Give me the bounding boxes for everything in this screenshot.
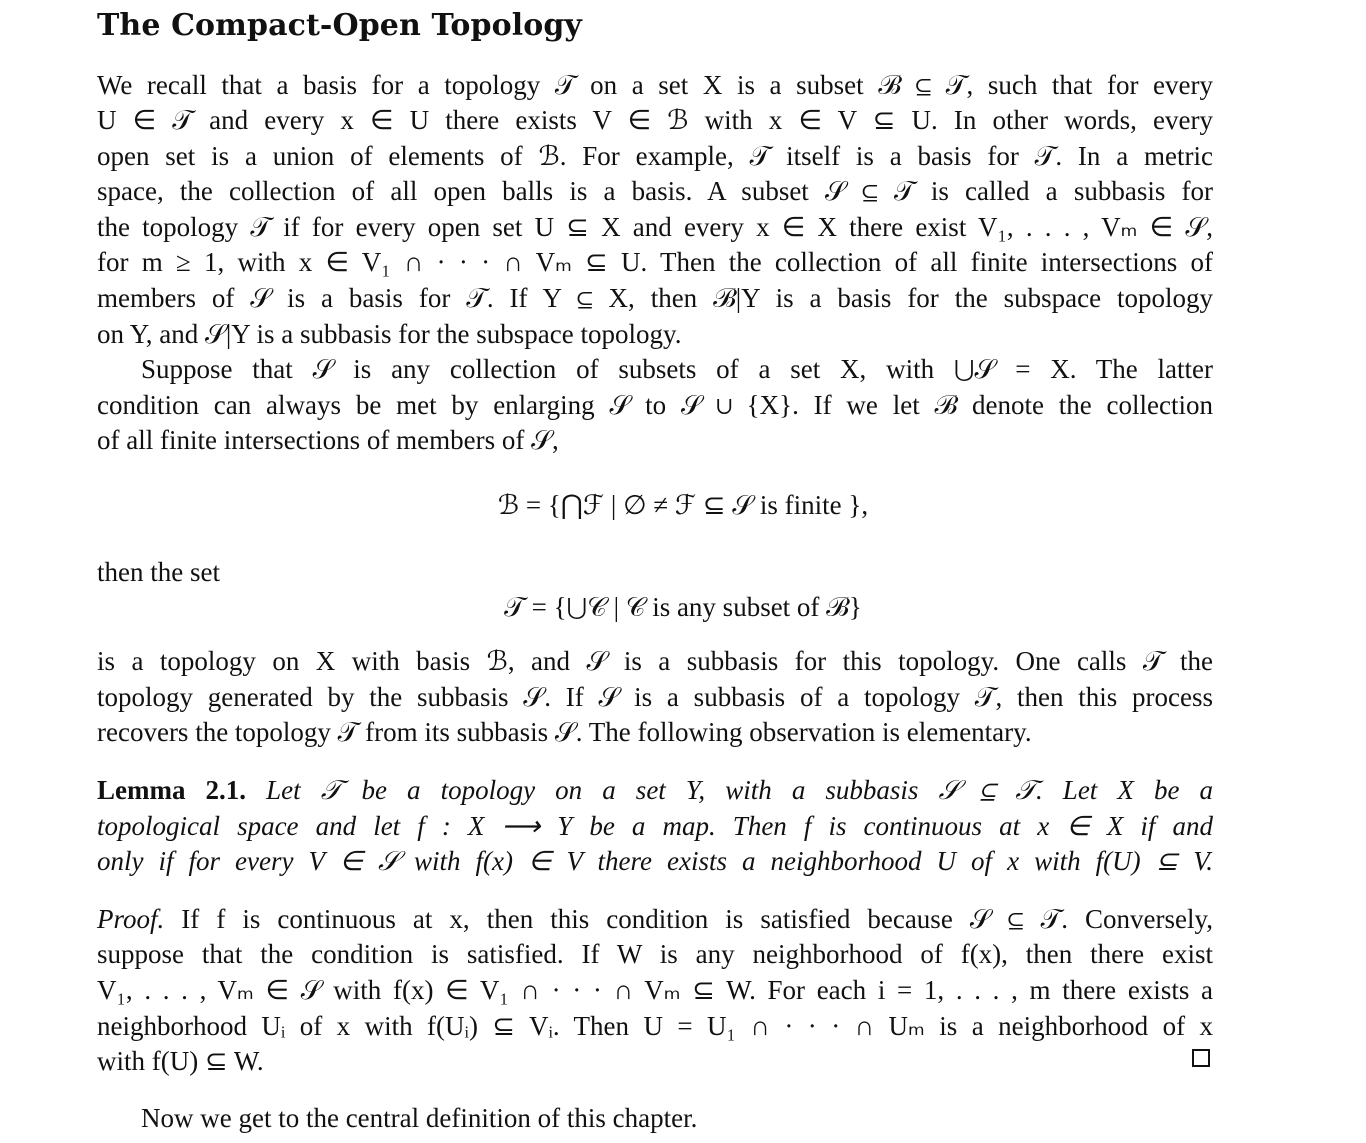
proof-label: Proof. (97, 904, 165, 934)
qed-box-icon (1192, 1049, 1210, 1067)
paragraph-line: of all finite intersections of members of 𝒮, (97, 425, 559, 455)
display-equation: 𝒯 = {⋃𝒞 | 𝒞 is any subset of ℬ} (504, 592, 862, 622)
paragraph-line: condition can always be met by enlarging 𝒮 to 𝒮 ∪ {X}. If we let ℬ denote the collection (97, 390, 1213, 420)
proof-line: with f(U) ⊆ W. (97, 1046, 264, 1076)
lemma-text: Let 𝒯 be a topology on a set Y, with a subbasis 𝒮 ⊆ 𝒯. Let X be a (266, 775, 1214, 805)
paragraph-line: is a topology on X with basis ℬ, and 𝒮 is a subbasis for this topology. One calls 𝒯 the (97, 646, 1213, 676)
paragraph-line: then the set (97, 557, 220, 587)
paragraph-line: recovers the topology 𝒯 from its subbasis 𝒮. The following observation is elementary. (97, 717, 1032, 747)
lemma-line: topological space and let f : X ⟶ Y be a map. Then f is continuous at x ∈ X if and (97, 811, 1213, 841)
lemma-label: Lemma 2.1. (97, 775, 247, 805)
proof-line: V₁, . . . , Vₘ ∈ 𝒮 with f(x) ∈ V₁ ∩ · · · ∩ Vₘ ⊆ W. For each i = 1, . . . , m there exists a (97, 975, 1213, 1005)
lemma-line (97, 772, 1213, 808)
proof-line: suppose that the condition is satisfied. If W is any neighborhood of f(x), then there exist (97, 939, 1213, 969)
display-equation: ℬ = {⋂ℱ | ∅ ≠ ℱ ⊆ 𝒮 is finite }, (497, 490, 869, 520)
paragraph-line: U ∈ 𝒯 and every x ∈ U there exists V ∈ ℬ with x ∈ V ⊆ U. In other words, every (97, 105, 1213, 135)
paragraph-line: for m ≥ 1, with x ∈ V₁ ∩ · · · ∩ Vₘ ⊆ U. Then the collection of all finite intersections of (97, 247, 1213, 277)
proof-line: neighborhood Uᵢ of x with f(Uᵢ) ⊆ Vᵢ. Then U = U₁ ∩ · · · ∩ Uₘ is a neighborhood of x (97, 1011, 1213, 1041)
paragraph-line: Suppose that 𝒮 is any collection of subsets of a set X, with ⋃𝒮 = X. The latter (141, 354, 1213, 384)
paragraph-line: Now we get to the central definition of this chapter. (141, 1103, 698, 1133)
paragraph-line: space, the collection of all open balls is a basis. A subset 𝒮 ⊆ 𝒯 is called a subbasis for (97, 176, 1213, 206)
proof-line (97, 901, 1213, 937)
section-title: The Compact-Open Topology (97, 8, 582, 43)
paragraph-line: members of 𝒮 is a basis for 𝒯. If Y ⊆ X, then ℬ|Y is a basis for the subspace topology (97, 283, 1213, 313)
paragraph-line: the topology 𝒯 if for every open set U ⊆ X and every x ∈ X there exist V₁, . . . , Vₘ ∈ 𝒮, (97, 212, 1213, 242)
proof-text: If f is continuous at x, then this condition is satisfied because 𝒮 ⊆ 𝒯. Conversely, (181, 904, 1214, 934)
paragraph-line: on Y, and 𝒮|Y is a subbasis for the subspace topology. (97, 319, 682, 349)
paragraph-line: topology generated by the subbasis 𝒮. If 𝒮 is a subbasis of a topology 𝒯, then this process (97, 682, 1213, 712)
paragraph-line: We recall that a basis for a topology 𝒯 on a set X is a subset ℬ ⊆ 𝒯, such that for every (97, 70, 1213, 100)
lemma-line: only if for every V ∈ 𝒮 with f(x) ∈ V there exists a neighborhood U of x with f(U) ⊆ V. (97, 846, 1213, 876)
paragraph-line: open set is a union of elements of ℬ. For example, 𝒯 itself is a basis for 𝒯. In a metric (97, 141, 1213, 171)
